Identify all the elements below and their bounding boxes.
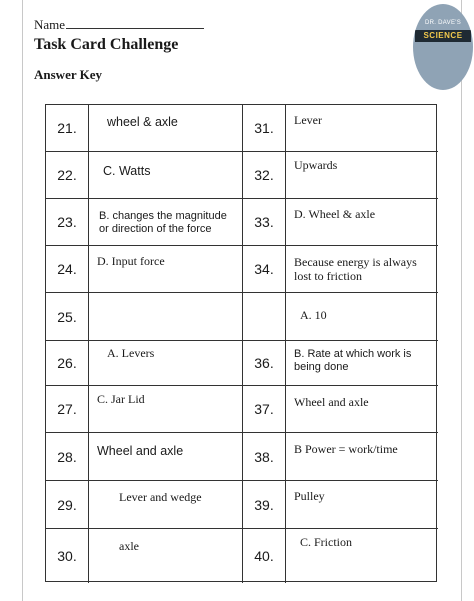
answer-cell: Pulley <box>286 481 438 529</box>
answer-cell: Because energy is always lost to friction <box>286 246 438 293</box>
question-number: 32. <box>243 152 286 199</box>
page-subtitle: Answer Key <box>34 67 103 82</box>
answer-cell: Wheel and axle <box>89 433 243 481</box>
answer-cell: D. Wheel & axle <box>286 199 438 246</box>
name-underline <box>66 17 204 29</box>
question-number: 36. <box>243 341 286 386</box>
question-number: 24. <box>46 246 89 293</box>
answer-cell: Lever <box>286 105 438 152</box>
question-number: 23. <box>46 199 89 246</box>
logo-top-text: DR. DAVE'S <box>424 20 462 26</box>
question-number: 26. <box>46 341 89 386</box>
answer-cell: A. 10 <box>286 293 438 341</box>
question-number: 30. <box>46 529 89 583</box>
answer-cell: B. changes the magnitude or direction of the force <box>89 199 243 246</box>
name-field <box>34 17 204 33</box>
question-number: 39. <box>243 481 286 529</box>
answer-cell: D. Input force <box>89 246 243 293</box>
answer-cell: A. Levers <box>89 341 243 386</box>
question-number: 38. <box>243 433 286 481</box>
answer-cell: Upwards <box>286 152 438 199</box>
answer-cell: B Power = work/time <box>286 433 438 481</box>
page-title: Task Card Challenge <box>34 36 179 53</box>
question-number: 34. <box>243 246 286 293</box>
answer-cell: wheel & axle <box>89 105 243 152</box>
logo-band-text: SCIENCE <box>415 30 471 42</box>
question-number <box>243 293 286 341</box>
question-number: 22. <box>46 152 89 199</box>
answer-cell <box>89 293 243 341</box>
answer-cell: B. Rate at which work is being done <box>286 341 438 386</box>
question-number: 27. <box>46 386 89 433</box>
name-label: Name <box>34 17 66 32</box>
answer-cell: C. Watts <box>89 152 243 199</box>
question-number: 37. <box>243 386 286 433</box>
answer-cell: Lever and wedge <box>89 481 243 529</box>
question-number: 25. <box>46 293 89 341</box>
answer-cell: axle <box>89 529 243 583</box>
question-number: 28. <box>46 433 89 481</box>
answer-cell: Wheel and axle <box>286 386 438 433</box>
answer-grid <box>45 104 437 582</box>
answer-cell: C. Friction <box>300 535 353 549</box>
question-number: 29. <box>46 481 89 529</box>
answer-cell: C. Jar Lid <box>89 386 243 433</box>
question-number: 21. <box>46 105 89 152</box>
question-number: 33. <box>243 199 286 246</box>
question-number: 31. <box>243 105 286 152</box>
brand-logo <box>413 4 473 90</box>
question-number: 40. <box>243 529 286 583</box>
